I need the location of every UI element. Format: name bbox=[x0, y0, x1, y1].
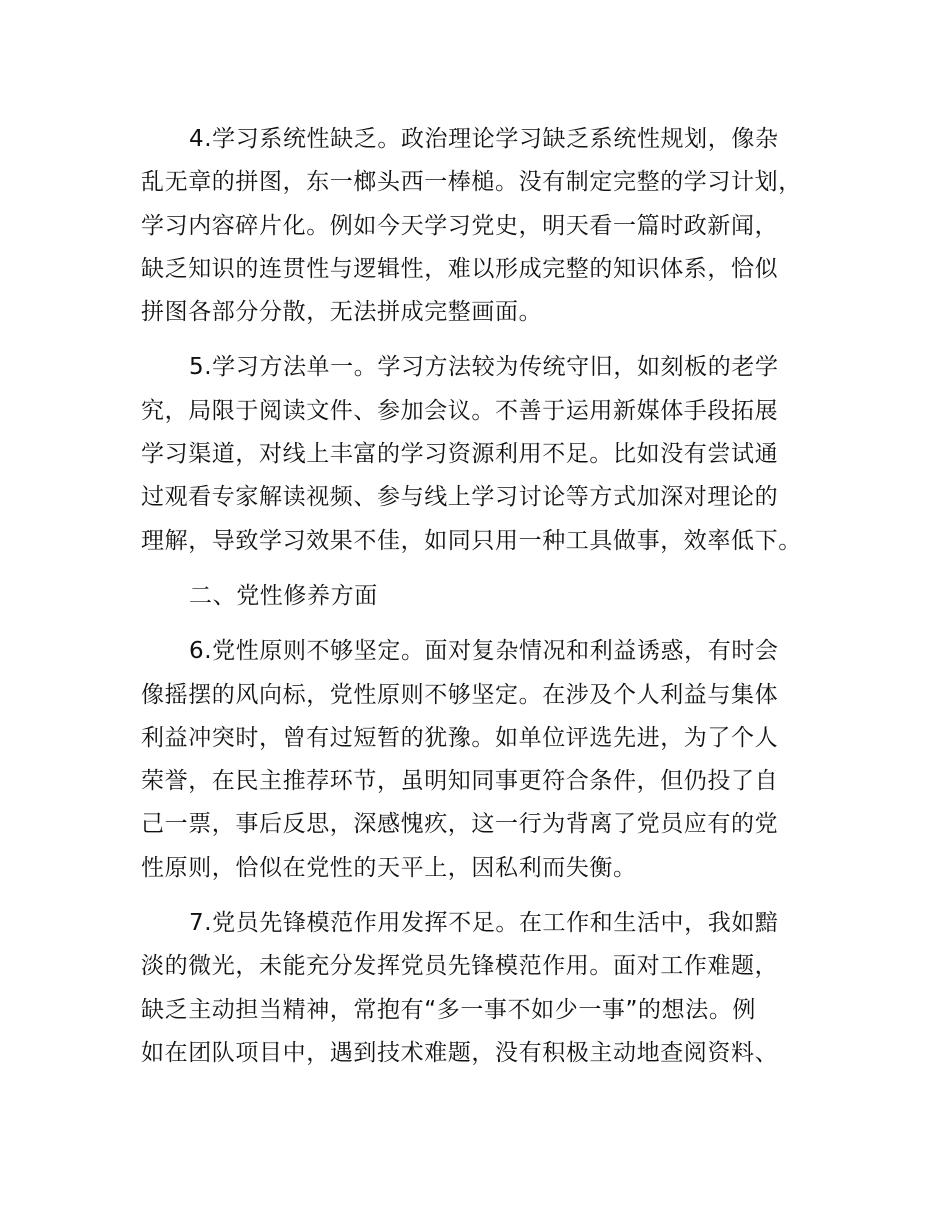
text-line: 荣誉，在民主推荐环节，虽明知同事更符合条件，但仍投了自 bbox=[141, 768, 779, 795]
text-line: 5.学习方法单一。学习方法较为传统守旧，如刻板的老学 bbox=[189, 354, 779, 381]
text-line: 7.党员先锋模范作用发挥不足。在工作和生活中，我如黯 bbox=[189, 910, 779, 937]
text-line: 4.学习系统性缺乏。政治理论学习缺乏系统性规划，像杂 bbox=[189, 126, 779, 152]
section-heading-text: 二、党性修养方面 bbox=[189, 582, 378, 609]
text-line: 理解，导致学习效果不佳，如同只用一种工具做事，效率低下。 bbox=[141, 527, 802, 554]
text-line: 拼图各部分分散，无法拼成完整画面。 bbox=[141, 299, 543, 326]
text-line: 究，局限于阅读文件、参加会议。不善于运用新媒体手段拓展 bbox=[141, 397, 779, 424]
text-line: 缺乏知识的连贯性与逻辑性，难以形成完整的知识体系，恰似 bbox=[141, 255, 779, 282]
section-heading bbox=[141, 575, 841, 618]
text-line: 学习渠道，对线上丰富的学习资源利用不足。比如没有尝试通 bbox=[141, 441, 779, 468]
text-line: 淡的微光，未能充分发挥党员先锋模范作用。面对工作难题， bbox=[141, 953, 779, 980]
text-line: 过观看专家解读视频、参与线上学习讨论等方式加深对理论的 bbox=[141, 484, 779, 511]
text-line: 己一票，事后反思，深感愧疚，这一行为背离了党员应有的党 bbox=[141, 811, 779, 838]
text-line: 缺乏主动担当精神，常抱有“多一事不如少一事”的想法。例 bbox=[141, 996, 757, 1023]
document-page bbox=[141, 118, 841, 1075]
paragraph-item-7 bbox=[141, 902, 841, 1075]
paragraph-item-4 bbox=[141, 118, 841, 334]
paragraph-spacing bbox=[141, 618, 841, 630]
paragraph-spacing bbox=[141, 890, 841, 902]
text-line: 乱无章的拼图，东一榔头西一棒槌。没有制定完整的学习计划， bbox=[141, 169, 802, 196]
text-line: 像摇摆的风向标，党性原则不够坚定。在涉及个人利益与集体 bbox=[141, 681, 779, 708]
paragraph-item-5 bbox=[141, 346, 841, 562]
paragraph-spacing bbox=[141, 563, 841, 575]
text-line: 性原则，恰似在党性的天平上，因私利而失衡。 bbox=[141, 854, 637, 881]
text-line: 如在团队项目中，遇到技术难题，没有积极主动地查阅资料、 bbox=[141, 1039, 779, 1066]
text-line: 学习内容碎片化。例如今天学习党史，明天看一篇时政新闻， bbox=[141, 212, 779, 239]
paragraph-spacing bbox=[141, 334, 841, 346]
paragraph-item-6 bbox=[141, 630, 841, 890]
text-line: 利益冲突时，曾有过短暂的犹豫。如单位评选先进，为了个人 bbox=[141, 724, 779, 751]
text-line: 6.党性原则不够坚定。面对复杂情况和利益诱惑，有时会 bbox=[189, 638, 779, 665]
